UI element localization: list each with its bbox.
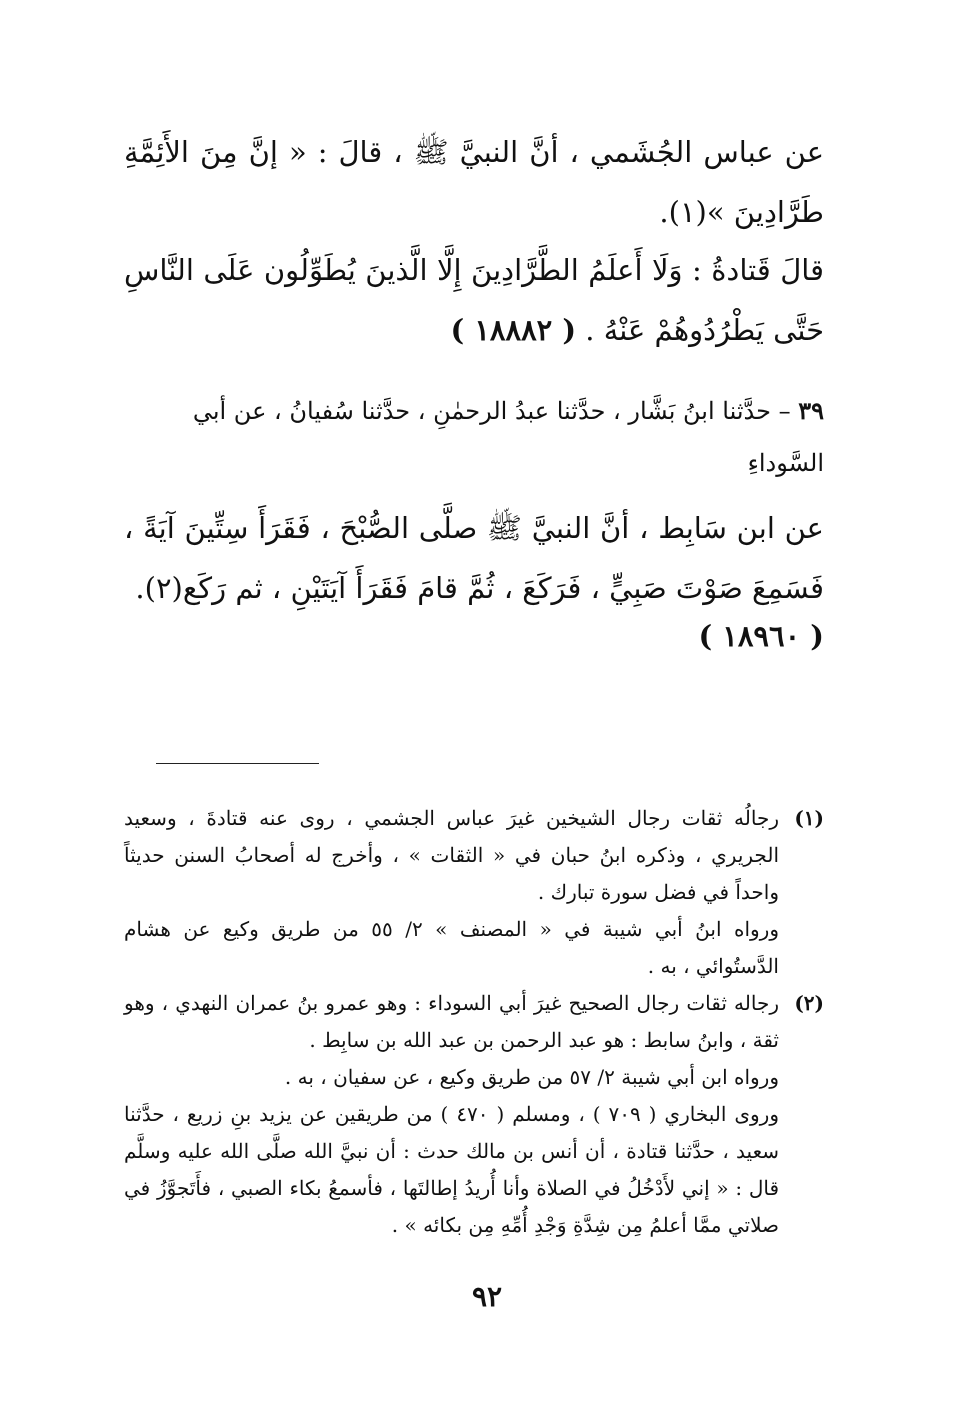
passage-3-reference: ( ١٨٩٦٠ ) [698,619,824,653]
page-number: ٩٢ [471,1280,503,1313]
hadith-39-chain [124,385,824,489]
footnote-2-marker: (٢) [794,991,824,1015]
passage-1-text: عن عباس الجُشَمي ، أنَّ النبيَّ ﷺ ، قالَ : « إنَّ مِنَ الأَئِمَّةِ طَرَّادِينَ »(١). [124,135,824,229]
footnote-2-extra-1 [124,1059,824,1096]
footnote-2 [124,985,824,1059]
footnote-separator [156,763,319,764]
footnote-1 [124,800,824,911]
hadith-text-passage-2 [124,240,824,360]
hadith-chain-text: – حدَّثنا ابنُ بَشَّار ، حدَّثنا عبدُ الرحمٰنِ ، حدَّثنا سُفيانُ ، عن أبي السَّوداءِ [192,397,824,477]
footnote-2-extra-1-text: ورواه ابن أبي شيبة ٢/ ٥٧ من طريق وكيع ، عن سفيان ، به . [284,1065,779,1089]
footnote-1-marker: (١) [794,806,824,830]
passage-2-text: قالَ قَتادةُ : وَلَا أَعلَمُ الطَّرَّادِينَ إِلَّا الَّذينَ يُطَوِّلُون عَلَى النَّاسِ حَتَّى يَطْرُدُوهُمْ عَنْهُ . [124,253,824,347]
passage-3-text: عن ابن سَابِط ، أنَّ النبيَّ ﷺ صلَّى الصُّبْحَ ، فَقَرَأَ سِتِّينَ آيَةً ، فَسَمِعَ صَوْتَ صَبِيٍّ ، فَرَكَعَ ، ثُمَّ قامَ فَقَرَأَ آيَتَيْنِ ، ثم رَكَع(٢). [124,511,824,605]
footnote-2-text: رجاله ثقات رجال الصحيح غيرَ أبي السوداء : وهو عمرو بنُ عمران النهدي ، وهو ثقة ، وابنُ سابط : هو عبد الرحمن بن عبد الله بن سابِط . [124,991,779,1052]
hadith-number: ٣٩ [798,396,824,425]
passage-2-reference: ( ١٨٨٨٢ ) [450,313,577,347]
footnote-2-extra-2 [124,1096,824,1244]
footnote-1-text: رجالُه ثقات رجال الشيخين غيرَ عباس الجشمي ، روى عنه قتادةَ ، وسعيد الجريري ، وذكره ابنُ حبان في « الثقات » ، وأخرج له أصحابُ السنن حديثاً واحداً في فضل سورة تبارك . [124,806,779,904]
footnote-1-extra-text: ورواه ابنُ أبي شيبة في « المصنف » ٢/ ٥٥ من طريق وكيع عن هشام الدَّستُوائي ، به . [124,917,779,978]
passage-3-reference-line [124,606,824,666]
footnote-1-extra [124,911,824,985]
hadith-text-passage-3 [124,498,824,618]
footnote-2-extra-2-text: وروى البخاري ( ٧٠٩ ) ، ومسلم ( ٤٧٠ ) من طريقين عن يزيد بنِ زريع ، حدَّثنا سعيد ، حدَّثنا قتادة ، أن أنس بن مالك حدث : أن نبيَّ الله صلَّى الله عليه وسلَّم قال : « إني لأَدْخُلُ في الصلاة وأنا أُريدُ إطالتَها ، فأسمعُ بكاء الصبي ، فأَتَجوَّزُ في صلاتي ممَّا أعلمُ مِن شِدَّةِ وَجْدِ أُمِّهِ مِن بكائه » . [124,1102,779,1237]
hadith-text-passage-1 [124,122,824,242]
footnotes [124,800,824,1244]
